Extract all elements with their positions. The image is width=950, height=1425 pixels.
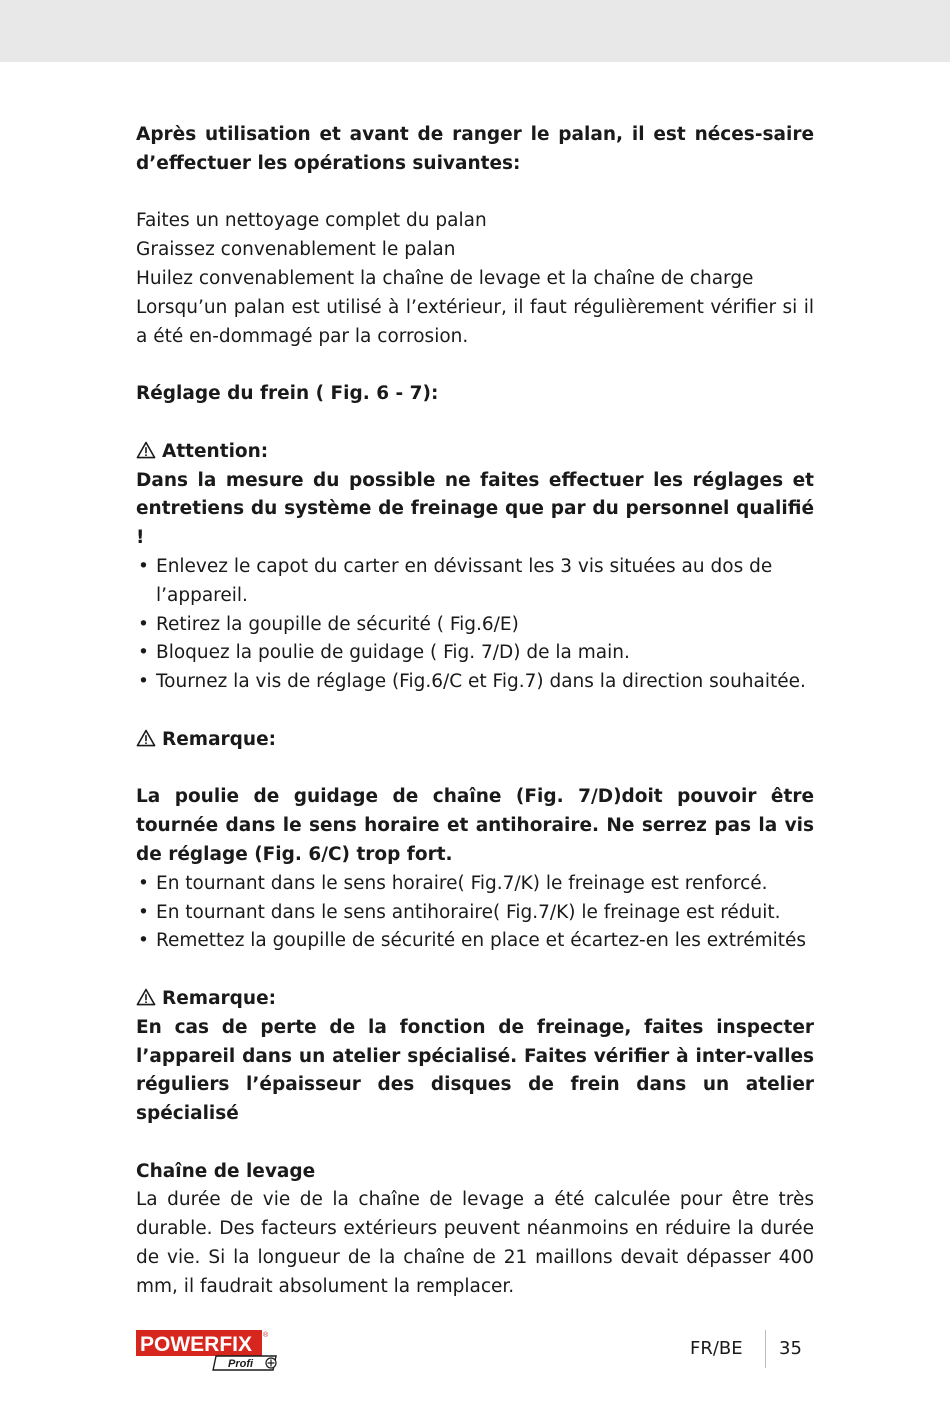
attention-label: Attention: (162, 440, 269, 462)
logo-text: POWERFIX (140, 1333, 253, 1356)
list-item-text: Remettez la goupille de sécurité en place et écartez-en les extrémités (156, 930, 807, 952)
remark1-label: Remarque: (162, 728, 277, 750)
intro-line: Lorsqu’un palan est utilisé à l’extérieur, il faut régulièrement vérifier si il a été en-dommagé par la corrosion. (136, 296, 814, 347)
list-item-text: Enlevez le capot du carter en dévissant les 3 vis situées au dos de l’appareil. (156, 555, 773, 606)
powerfix-profi-logo (136, 1328, 282, 1372)
page-content (136, 121, 814, 1302)
footer-divider (765, 1330, 766, 1368)
remark2-text: En cas de perte de la fonction de freinage, faites inspecter l’appareil dans un atelier spécialisé. Faites vérifier à inter-valles réguliers l’épaisseur des disques de frein dans un atelier spécialisé (136, 1016, 814, 1125)
intro-line: Faites un nettoyage complet du palan (136, 210, 487, 232)
remark2-label: Remarque: (162, 987, 277, 1009)
remark1-text: La poulie de guidage de chaîne (Fig. 7/D)doit pouvoir être tournée dans le sens horaire et antihoraire. Ne serrez pas la vis de réglage (Fig. 6/C) trop fort. (136, 786, 814, 865)
remark2-title (136, 985, 814, 1014)
logo-sub: Profi (228, 1358, 254, 1370)
page-number: 35 (779, 1338, 802, 1359)
list-item: • Tournez la vis de réglage (Fig.6/C et Fig.7) dans la direction souhaitée. (138, 671, 806, 693)
warning-triangle-icon (136, 729, 156, 747)
intro-line: Huilez convenablement la chaîne de levage et la chaîne de charge (136, 267, 754, 289)
intro-line: Graissez convenablement le palan (136, 239, 456, 261)
list-item: • En tournant dans le sens antihoraire( Fig.7/K) le freinage est réduit. (138, 901, 781, 923)
language-code: FR/BE (690, 1338, 743, 1359)
svg-text:®: ® (263, 1332, 269, 1339)
warning-triangle-icon (136, 441, 156, 459)
chain-heading: Chaîne de levage (136, 1160, 316, 1182)
list-item-text: Tournez la vis de réglage (Fig.6/C et Fig.7) dans la direction souhaitée. (156, 671, 806, 693)
top-band (0, 0, 950, 62)
list-item: • Enlevez le capot du carter en dévissant les 3 vis situées au dos de l’appareil. (138, 555, 773, 606)
list-item-text: Retirez la goupille de sécurité ( Fig.6/E) (156, 613, 519, 635)
remark1-title (136, 726, 814, 755)
list-item-text: Bloquez la poulie de guidage ( Fig. 7/D) de la main. (156, 642, 630, 664)
intro-heading: Après utilisation et avant de ranger le palan, il est néces-saire d’effectuer les opérations suivantes: (136, 124, 814, 174)
list-item: • Remettez la goupille de sécurité en place et écartez-en les extrémités (138, 930, 807, 952)
warning-triangle-icon (136, 988, 156, 1006)
brake-heading: Réglage du frein ( Fig. 6 - 7): (136, 383, 439, 405)
chain-text: La durée de vie de la chaîne de levage a été calculée pour être très durable. Des facteurs extérieurs peuvent néanmoins en réduire la durée de vie. Si la longueur de la chaîne de 21 maillons devait dépasser 400 mm, il faudrait absolument la remplacer. (136, 1189, 814, 1297)
list-item: • Retirez la goupille de sécurité ( Fig.6/E) (138, 613, 519, 635)
attention-text: Dans la mesure du possible ne faites effectuer les réglages et entretiens du système de freinage que par du personnel qualifié ! (136, 469, 814, 549)
list-item-text: En tournant dans le sens antihoraire( Fig.7/K) le freinage est réduit. (156, 901, 781, 923)
list-item-text: En tournant dans le sens horaire( Fig.7/K) le freinage est renforcé. (156, 872, 768, 894)
list-item: • Bloquez la poulie de guidage ( Fig. 7/D) de la main. (138, 642, 630, 664)
list-item: • En tournant dans le sens horaire( Fig.7/K) le freinage est renforcé. (138, 872, 768, 894)
attention-title (136, 438, 814, 467)
